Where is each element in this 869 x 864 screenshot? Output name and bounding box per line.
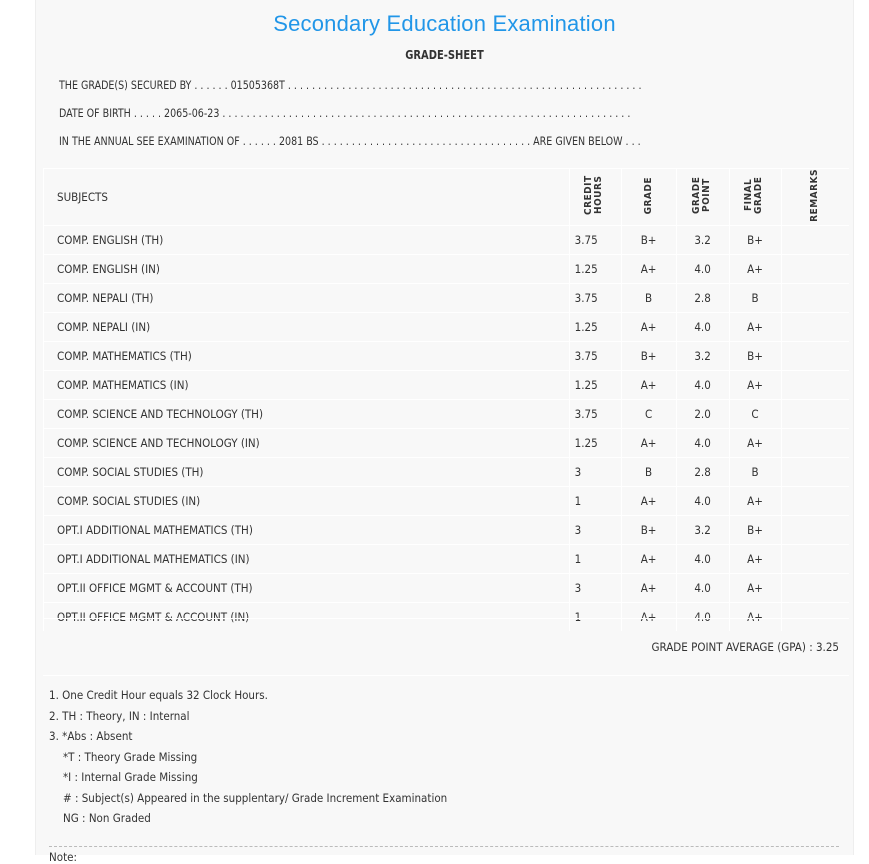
grade-point-cell: 3.2 — [676, 341, 729, 370]
table-row — [44, 573, 850, 602]
note-item: # : Subject(s) Appeared in the supplentary/ Grade Increment Examination — [63, 790, 448, 805]
credit-hours-cell: 3 — [569, 515, 621, 544]
secured-by-line: THE GRADE(S) SECURED BY . . . . . . 01505368T . . . . . . . . . . . . . . . . . . . . . . . . . . . . . . . . . . . . . . . . . . . . . . . . . . . . . . . . . . . — [59, 78, 642, 92]
final-grade-cell: A+ — [729, 312, 781, 341]
subject-cell: COMP. SOCIAL STUDIES (TH) — [44, 457, 570, 486]
header-credit-hours: CREDIT HOURS — [583, 175, 605, 216]
credit-hours-cell: 1 — [569, 602, 621, 631]
gpa-value: GRADE POINT AVERAGE (GPA) : 3.25 — [651, 640, 839, 654]
final-grade-cell: A+ — [729, 486, 781, 515]
note-item: 1. One Credit Hour equals 32 Clock Hours. — [49, 688, 268, 702]
dob-line: DATE OF BIRTH . . . . . 2065-06-23 . . . . . . . . . . . . . . . . . . . . . . . . . . . . . . . . . . . . . . . . . . . . . . . . . . . . . . . . . . . . . . . . . . . . — [59, 106, 631, 120]
note-item: *I : Internal Grade Missing — [63, 770, 198, 784]
remarks-cell — [781, 544, 849, 573]
grade-point-cell: 3.2 — [676, 515, 729, 544]
grade-cell: A+ — [621, 602, 676, 631]
grade-point-cell: 4.0 — [676, 312, 729, 341]
subject-cell: OPT.I ADDITIONAL MATHEMATICS (IN) — [44, 544, 570, 573]
grade-cell: B+ — [621, 341, 676, 370]
grade-cell: A+ — [621, 254, 676, 283]
table-row — [44, 283, 850, 312]
header-remarks: REMARKS — [809, 169, 821, 222]
header-grade-point: GRADE POINT — [690, 176, 712, 215]
final-grade-cell: A+ — [729, 573, 781, 602]
grade-cell: A+ — [621, 486, 676, 515]
grade-cell: C — [621, 399, 676, 428]
grade-sheet-panel — [35, 0, 854, 864]
notes-list — [49, 685, 447, 829]
table-row — [44, 312, 850, 341]
grade-cell: B+ — [621, 515, 676, 544]
subject-cell: COMP. SOCIAL STUDIES (IN) — [44, 486, 570, 515]
grade-cell: A+ — [621, 573, 676, 602]
subject-cell: COMP. SCIENCE AND TECHNOLOGY (TH) — [44, 399, 570, 428]
table-header-row — [44, 169, 850, 226]
header-subjects: SUBJECTS — [57, 189, 108, 204]
final-grade-cell: A+ — [729, 370, 781, 399]
table-row — [44, 515, 850, 544]
grade-cell: A+ — [621, 428, 676, 457]
table-row — [44, 225, 850, 254]
grade-point-cell: 4.0 — [676, 602, 729, 631]
grade-point-cell: 2.0 — [676, 399, 729, 428]
remarks-cell — [781, 515, 849, 544]
remarks-cell — [781, 399, 849, 428]
credit-hours-cell: 3.75 — [569, 225, 621, 254]
grade-cell: B — [621, 283, 676, 312]
subject-cell: COMP. NEPALI (TH) — [44, 283, 570, 312]
note-label: Note: — [49, 850, 77, 864]
table-row — [44, 428, 850, 457]
table-row — [44, 486, 850, 515]
subject-cell: COMP. SCIENCE AND TECHNOLOGY (IN) — [44, 428, 570, 457]
remarks-cell — [781, 486, 849, 515]
grade-point-cell: 3.2 — [676, 225, 729, 254]
table-row — [44, 544, 850, 573]
grade-point-cell: 4.0 — [676, 254, 729, 283]
grades-table — [43, 168, 849, 631]
subject-cell: COMP. ENGLISH (TH) — [44, 225, 570, 254]
divider — [49, 846, 839, 847]
credit-hours-cell: 1.25 — [569, 254, 621, 283]
remarks-cell — [781, 370, 849, 399]
grade-point-cell: 4.0 — [676, 486, 729, 515]
credit-hours-cell: 3.75 — [569, 341, 621, 370]
remarks-cell — [781, 283, 849, 312]
credit-hours-cell: 1 — [569, 486, 621, 515]
remarks-cell — [781, 225, 849, 254]
subject-cell: OPT.II OFFICE MGMT & ACCOUNT (IN) — [44, 602, 570, 631]
grade-point-cell: 4.0 — [676, 370, 729, 399]
subject-cell: COMP. MATHEMATICS (TH) — [44, 341, 570, 370]
grade-point-cell: 4.0 — [676, 544, 729, 573]
credit-hours-cell: 3 — [569, 573, 621, 602]
page-title: Secondary Education Examination — [273, 11, 616, 36]
final-grade-cell: B — [729, 283, 781, 312]
remarks-cell — [781, 428, 849, 457]
table-row — [44, 254, 850, 283]
final-grade-cell: B — [729, 457, 781, 486]
final-grade-cell: A+ — [729, 428, 781, 457]
grade-point-cell: 4.0 — [676, 573, 729, 602]
grade-cell: B+ — [621, 225, 676, 254]
credit-hours-cell: 3 — [569, 457, 621, 486]
remarks-cell — [781, 312, 849, 341]
credit-hours-cell: 1.25 — [569, 370, 621, 399]
table-row — [44, 399, 850, 428]
credit-hours-cell: 3.75 — [569, 399, 621, 428]
grade-point-cell: 2.8 — [676, 457, 729, 486]
final-grade-cell: B+ — [729, 515, 781, 544]
table-row — [44, 457, 850, 486]
subject-cell: COMP. MATHEMATICS (IN) — [44, 370, 570, 399]
note-item: NG : Non Graded — [63, 811, 151, 825]
remarks-cell — [781, 573, 849, 602]
remarks-cell — [781, 341, 849, 370]
credit-hours-cell: 1.25 — [569, 312, 621, 341]
remarks-cell — [781, 254, 849, 283]
header-grade: GRADE — [642, 176, 654, 215]
grade-point-cell: 4.0 — [676, 428, 729, 457]
table-row — [44, 341, 850, 370]
final-grade-cell: A+ — [729, 544, 781, 573]
grade-sheet-heading: GRADE-SHEET — [405, 48, 484, 62]
note-item: *T : Theory Grade Missing — [63, 749, 198, 764]
subject-cell: COMP. NEPALI (IN) — [44, 312, 570, 341]
subject-cell: COMP. ENGLISH (IN) — [44, 254, 570, 283]
grade-cell: A+ — [621, 312, 676, 341]
credit-hours-cell: 3.75 — [569, 283, 621, 312]
grade-cell: A+ — [621, 370, 676, 399]
remarks-cell — [781, 457, 849, 486]
final-grade-cell: C — [729, 399, 781, 428]
final-grade-cell: B+ — [729, 341, 781, 370]
gpa-row — [43, 618, 849, 676]
subject-cell: OPT.I ADDITIONAL MATHEMATICS (TH) — [44, 515, 570, 544]
grade-point-cell: 2.8 — [676, 283, 729, 312]
final-grade-cell: A+ — [729, 602, 781, 631]
credit-hours-cell: 1.25 — [569, 428, 621, 457]
grade-cell: B — [621, 457, 676, 486]
exam-line: IN THE ANNUAL SEE EXAMINATION OF . . . . . . 2081 BS . . . . . . . . . . . . . . . . . . . . . . . . . . . . . . . . . . . ARE GIVEN BELOW . . . — [59, 134, 641, 148]
grade-cell: A+ — [621, 544, 676, 573]
note-item: 2. TH : Theory, IN : Internal — [49, 708, 190, 723]
final-grade-cell: A+ — [729, 254, 781, 283]
credit-hours-cell: 1 — [569, 544, 621, 573]
final-grade-cell: B+ — [729, 225, 781, 254]
subject-cell: OPT.II OFFICE MGMT & ACCOUNT (TH) — [44, 573, 570, 602]
header-final-grade: FINAL GRADE — [743, 176, 765, 215]
note-item: 3. *Abs : Absent — [49, 729, 133, 743]
table-row — [44, 370, 850, 399]
